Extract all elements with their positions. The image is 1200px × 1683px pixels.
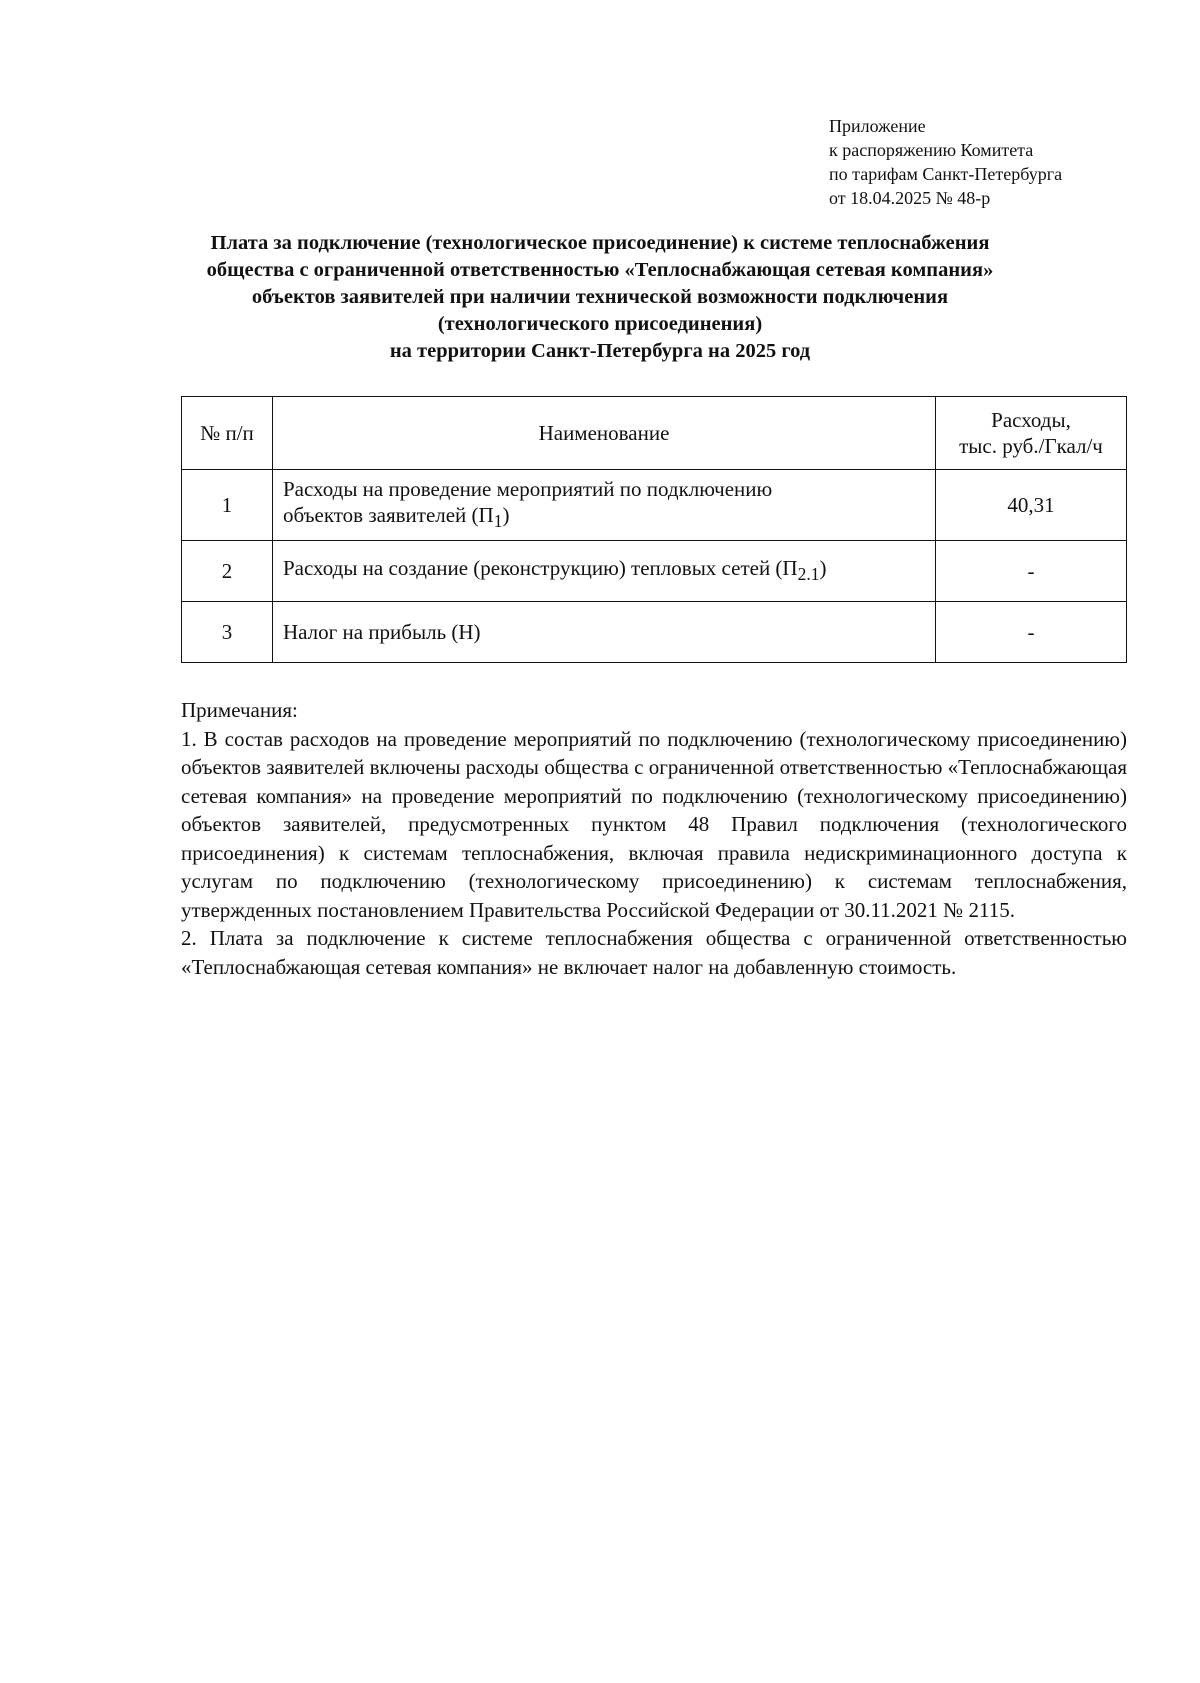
note-item: 1. В состав расходов на проведение мероприятий по подключению (технологическому присоединению) объектов заявителей включены расходы общества с ограниченной ответственностью «Теплоснабжающая сетевая компания» на проведение мероприятий по подключению (технологическому присоединению) объектов заявителей, предусмотренных пунктом 48 Правил подключения (технологического присоединения) к системам теплоснабжения, включая правила недискриминационного доступа к услугам по подключению (технологическому присоединению) к системам теплоснабжения, утвержденных постановлением Правительства Российской Федерации от 30.11.2021 № 2115. [181, 726, 1127, 922]
notes-section [181, 696, 1127, 981]
title-line: общества с ограниченной ответственностью «Теплоснабжающая сетевая компания» [206, 259, 994, 281]
costs-table [181, 396, 1127, 663]
header-value-line2: тыс. руб./Гкал/ч [959, 434, 1103, 458]
table-header-row [182, 397, 1127, 470]
row-number: 2 [182, 541, 273, 602]
title-line: (технологического присоединения) [437, 313, 763, 335]
appendix-line: от 18.04.2025 № 48-р [829, 188, 991, 208]
title-line: на территории Санкт-Петербурга на 2025 год [389, 340, 811, 362]
row-name-end: ) [502, 502, 510, 527]
row-name-line2: объектов заявителей (П [283, 502, 494, 527]
row-name-line1: Расходы на проведение мероприятий по подключению [283, 476, 773, 501]
row-name [273, 470, 936, 541]
row-value: 40,31 [936, 470, 1127, 541]
appendix-line: по тарифам Санкт-Петербурга [829, 164, 1063, 184]
row-name-end: ) [819, 555, 827, 580]
header-name: Наименование [273, 397, 936, 470]
header-value [936, 397, 1127, 470]
row-name [273, 541, 936, 602]
row-name-text: Расходы на создание (реконструкцию) тепловых сетей (П [283, 555, 798, 580]
title-line: объектов заявителей при наличии технической возможности подключения [251, 286, 949, 308]
appendix-header [829, 114, 1062, 210]
row-number: 1 [182, 470, 273, 541]
appendix-line: Приложение [829, 116, 926, 136]
row-name: Налог на прибыль (Н) [273, 602, 936, 663]
table-row [182, 602, 1127, 663]
row-number: 3 [182, 602, 273, 663]
table-row [182, 470, 1127, 541]
row-value: - [936, 541, 1127, 602]
header-number: № п/п [182, 397, 273, 470]
header-value-line1: Расходы, [991, 408, 1071, 432]
row-name-subscript: 1 [493, 511, 503, 532]
notes-heading: Примечания: [181, 698, 298, 722]
table-row [182, 541, 1127, 602]
row-name-subscript: 2.1 [797, 564, 820, 585]
document-title [160, 230, 1040, 365]
row-value: - [936, 602, 1127, 663]
note-item: 2. Плата за подключение к системе теплоснабжения общества с ограниченной ответственностью «Теплоснабжающая сетевая компания» не включает налог на добавленную стоимость. [181, 926, 1127, 979]
title-line: Плата за подключение (технологическое присоединение) к системе теплоснабжения [210, 232, 990, 254]
appendix-line: к распоряжению Комитета [829, 140, 1034, 160]
